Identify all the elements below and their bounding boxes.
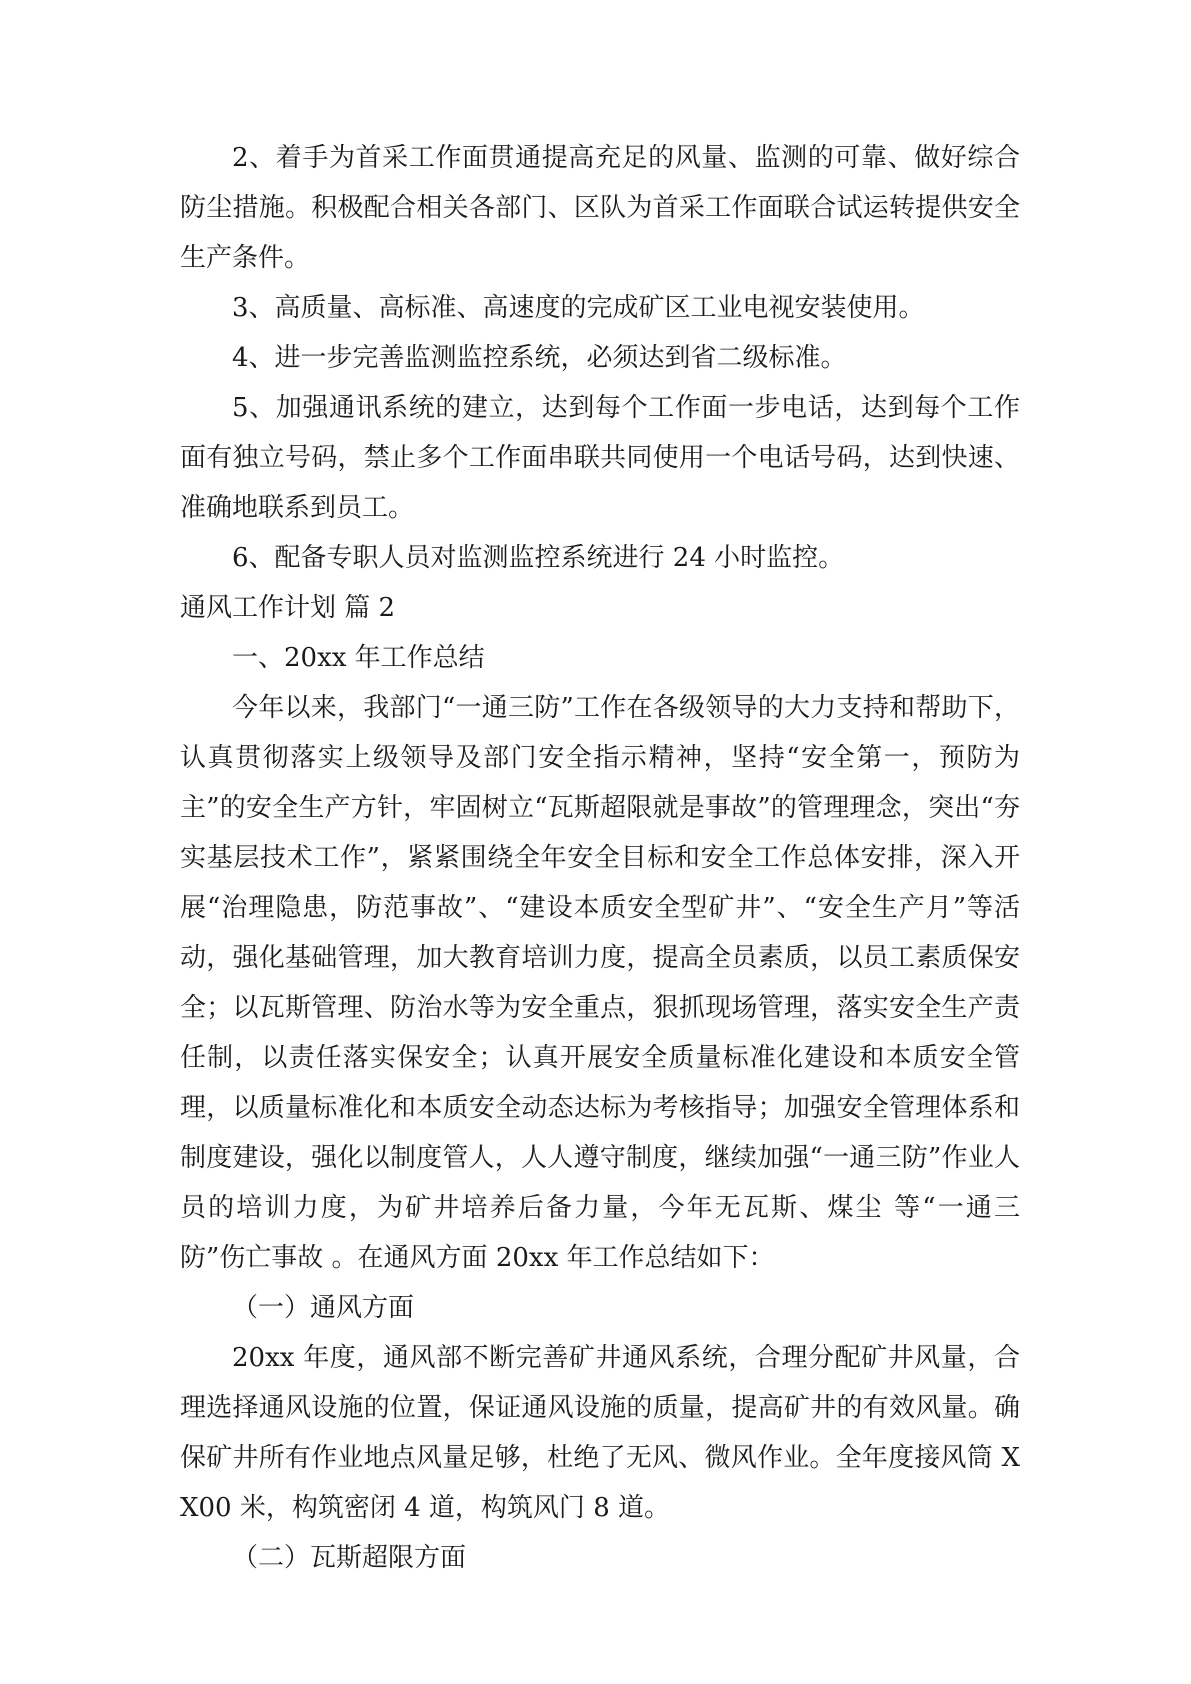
paragraph-item-3: 3、高质量、高标准、高速度的完成矿区工业电视安装使用。 xyxy=(232,293,925,323)
paragraph-item-6: 6、配备专职人员对监测监控系统进行 24 小时监控。 xyxy=(232,543,845,573)
subsection-heading-gas: （二）瓦斯超限方面 xyxy=(232,1543,467,1573)
subsection-heading-summary: 一、20xx 年工作总结 xyxy=(232,643,485,673)
paragraph-item-2: 2、着手为首采工作面贯通提高充足的风量、监测的可靠、做好综合防尘措施。积极配合相关各部门、区队为首采工作面联合试运转提供安全生产条件。 xyxy=(180,143,1020,273)
subsection-heading-ventilation: （一）通风方面 xyxy=(232,1293,415,1323)
paragraph-item-4: 4、进一步完善监测监控系统，必须达到省二级标准。 xyxy=(232,343,847,373)
summary-paragraph: 今年以来，我部门“一通三防”工作在各级领导的大力支持和帮助下，认真贯彻落实上级领导及部门安全指示精神，坚持“安全第一，预防为主”的安全生产方针，牢固树立“瓦斯超限就是事故”的管理理念，突出“夯实基层技术工作”，紧紧围绕全年安全目标和安全工作总体安排，深入开展“治理隐患，防范事故”、“建设本质安全型矿井”、“安全生产月”等活动，强化基础管理，加大教育培训力度，提高全员素质，以员工素质保安全；以瓦斯管理、防治水等为安全重点，狠抓现场管理，落实安全生产责任制，以责任落实保安全；认真开展安全质量标准化建设和本质安全管理，以质量标准化和本质安全动态达标为考核指导；加强安全管理体系和制度建设，强化以制度管人，人人遵守制度，继续加强“一通三防”作业人员的培训力度，为矿井培养后备力量，今年无瓦斯、煤尘 等“一通三防”伤亡事故 。在通风方面 20xx 年工作总结如下： xyxy=(180,693,1020,1273)
paragraph-item-5: 5、加强通讯系统的建立，达到每个工作面一步电话，达到每个工作面有独立号码，禁止多个工作面串联共同使用一个电话号码，达到快速、准确地联系到员工。 xyxy=(180,393,1020,523)
ventilation-paragraph: 20xx 年度，通风部不断完善矿井通风系统，合理分配矿井风量，合理选择通风设施的位置，保证通风设施的质量，提高矿井的有效风量。确保矿井所有作业地点风量足够，杜绝了无风、微风作业。全年度接风筒 XX00 米，构筑密闭 4 道，构筑风门 8 道。 xyxy=(180,1343,1020,1523)
section-heading: 通风工作计划 篇 2 xyxy=(180,593,396,623)
document-page xyxy=(180,133,1020,1583)
